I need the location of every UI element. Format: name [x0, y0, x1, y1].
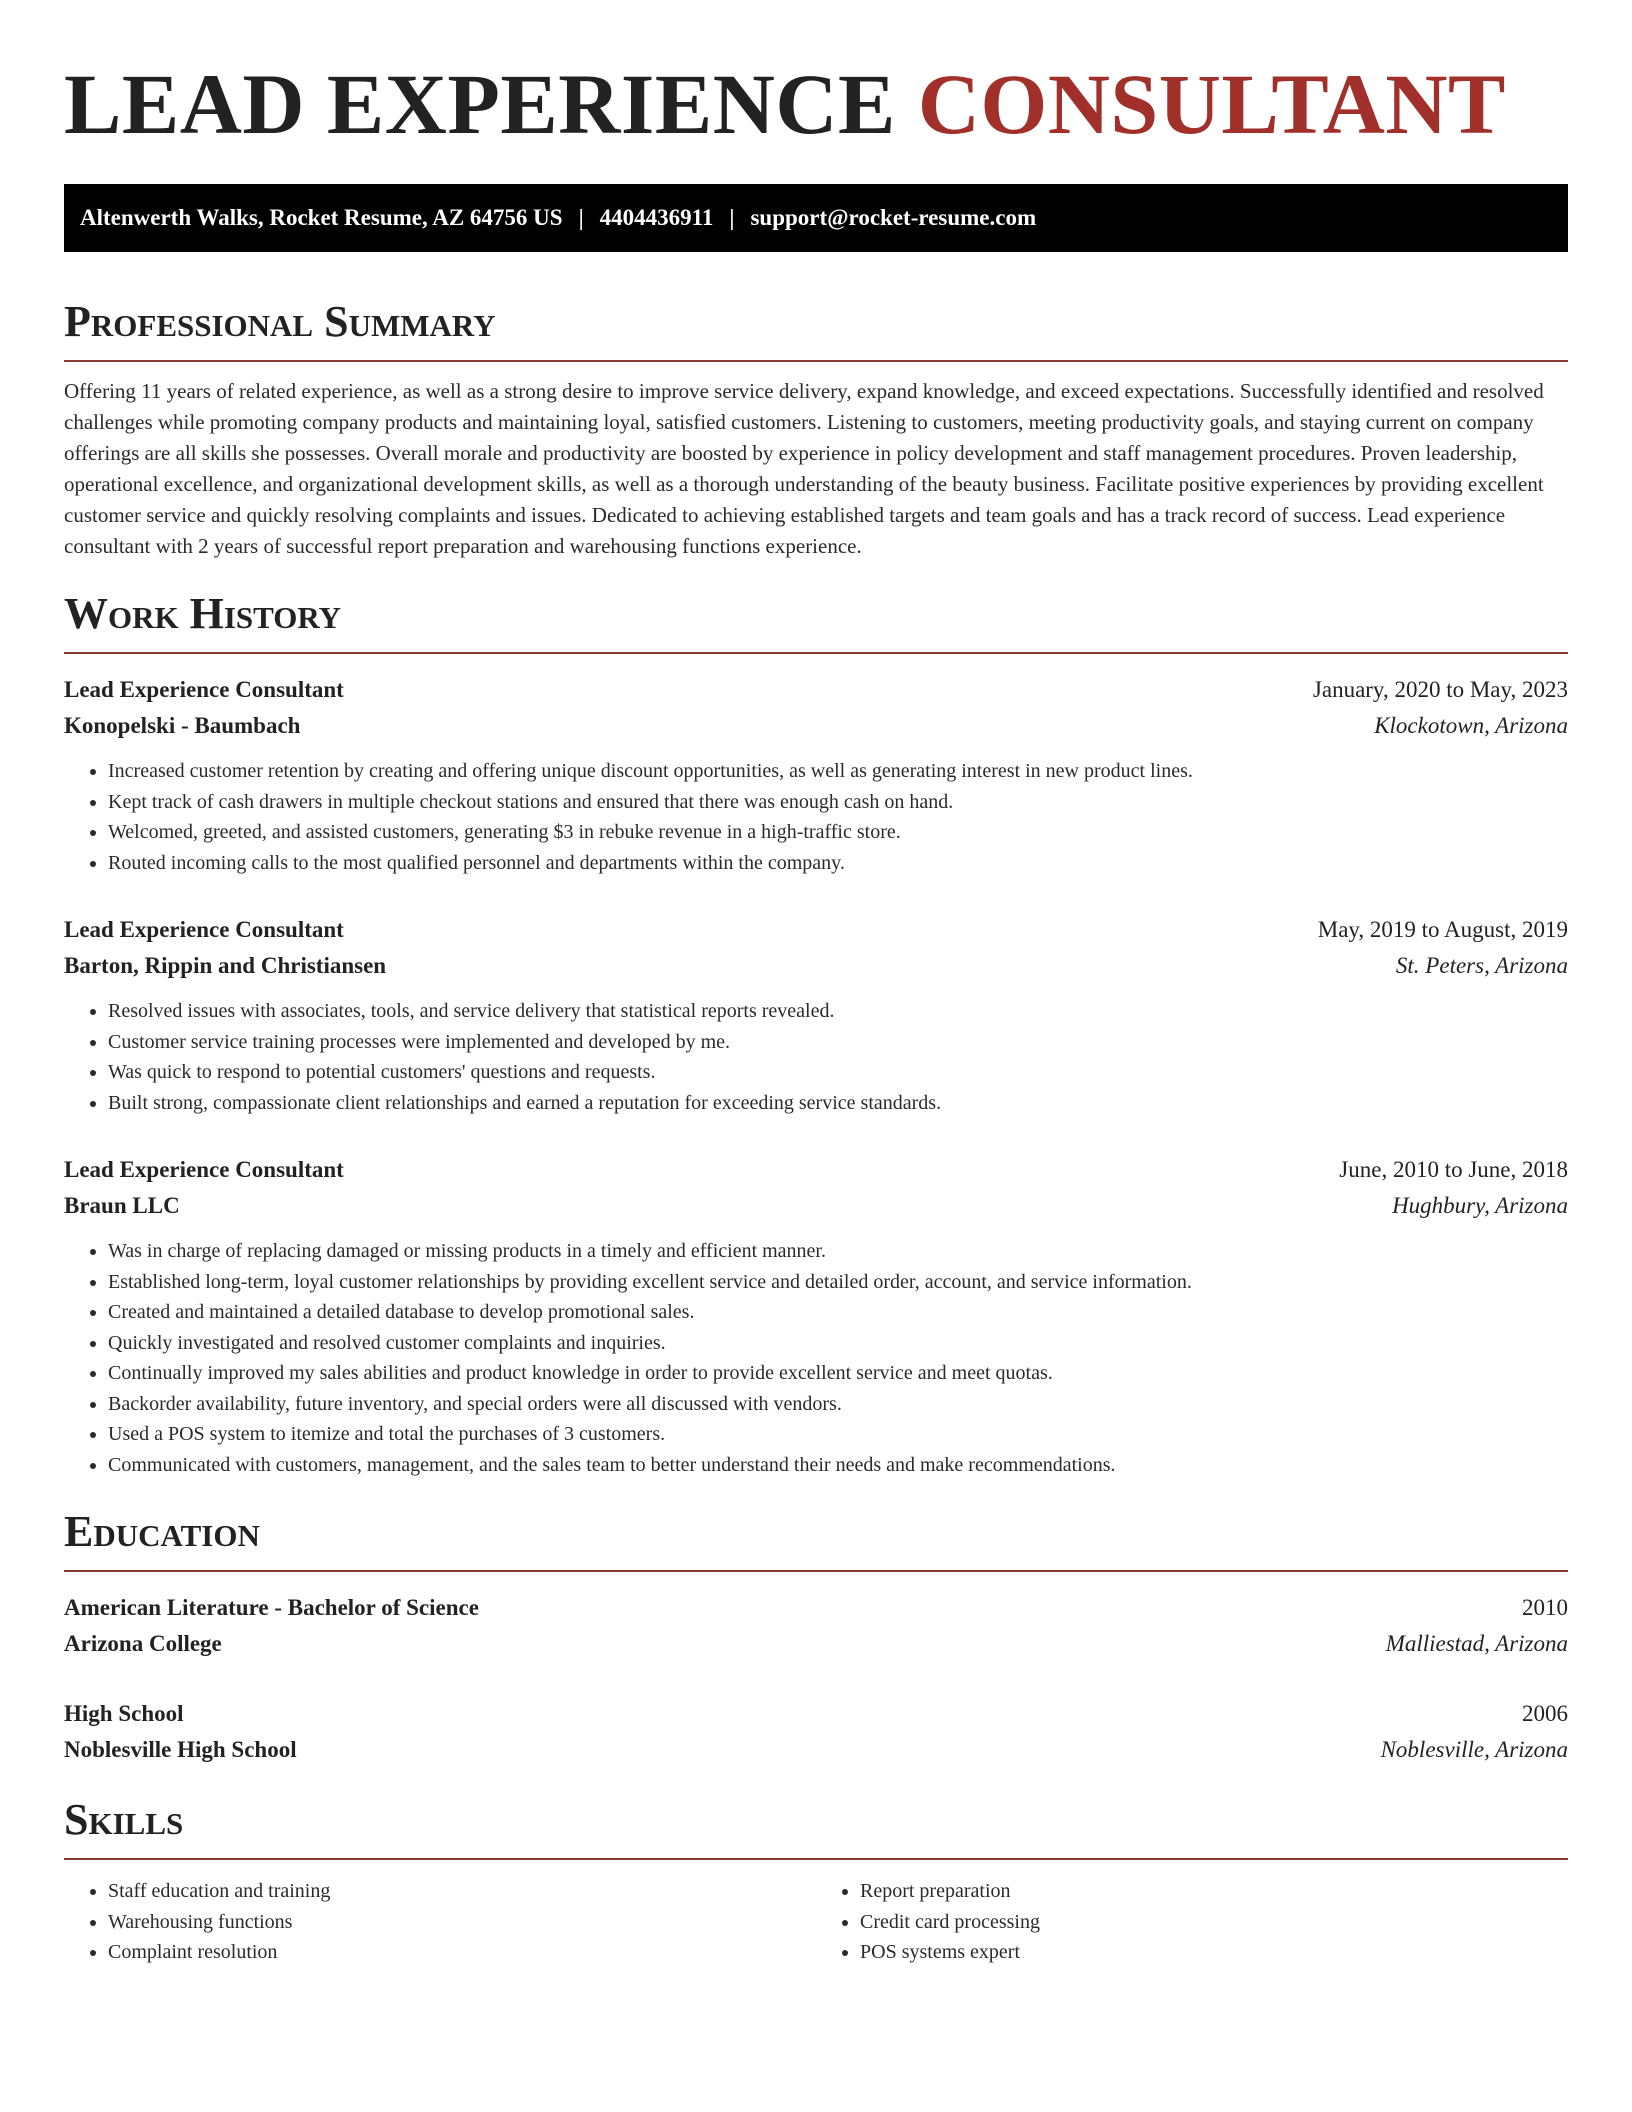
contact-email[interactable]: support@rocket-resume.com — [750, 205, 1037, 230]
education-degree: American Literature - Bachelor of Science — [64, 1595, 479, 1620]
education-year: 2006 — [1522, 1701, 1568, 1726]
education-entry — [64, 1696, 1568, 1768]
section-heading-education: Education — [64, 1506, 1568, 1572]
skill-item: • Report preparation — [860, 1876, 1568, 1907]
job-location: St. Peters, Arizona — [1395, 953, 1568, 978]
contact-bar — [64, 184, 1568, 252]
skills-list-right — [816, 1876, 1568, 1968]
summary-text: Offering 11 years of related experience, as well as a strong desire to improve service delivery, expand knowledge, and exceed expectations. Successfully identified and resolved challenges while promoting company products and maintaining loyal, satisfied customers. Listening to customers, meeting productivity goals, and staying current on company offerings are all skills she possesses. Overall morale and productivity are boosted by experience in policy development and staff management procedures. Proven leadership, operational excellence, and organizational development skills, as well as a thorough understanding of the beauty business. Facilitate positive experiences by providing excellent customer service and quickly resolving complaints and issues. Dedicated to achieving established targets and team goals and has a track record of success. Lead experience consultant with 2 years of successful report preparation and warehousing functions experience. — [64, 379, 1544, 558]
job-duty-item: • Created and maintained a detailed database to develop promotional sales. — [108, 1297, 1568, 1328]
skills-section — [64, 1794, 1568, 1968]
skills-list-left — [64, 1876, 816, 1968]
education-school: Arizona College — [64, 1631, 222, 1656]
job-duty-item: • Quickly investigated and resolved customer complaints and inquiries. — [108, 1328, 1568, 1359]
job-duty-item: • Routed incoming calls to the most qualified personnel and departments within the company. — [108, 848, 1568, 879]
skill-item: • POS systems expert — [860, 1937, 1568, 1968]
contact-separator: | — [578, 205, 584, 230]
job-duty-item: • Continually improved my sales abilities and product knowledge in order to provide excellent service and meet quotas. — [108, 1358, 1568, 1389]
job-duty-item: • Backorder availability, future inventory, and special orders were all discussed with vendors. — [108, 1389, 1568, 1420]
resume-title — [64, 56, 1568, 152]
job-duty-item: • Built strong, compassionate client relationships and earned a reputation for exceeding service standards. — [108, 1088, 1568, 1119]
section-heading-summary: Professional Summary — [64, 296, 1568, 362]
job-entry — [64, 672, 1568, 878]
job-duty-item: • Communicated with customers, management, and the sales team to better understand their needs and make recommendations. — [108, 1450, 1568, 1481]
skill-item: • Complaint resolution — [108, 1937, 816, 1968]
education-year: 2010 — [1522, 1595, 1568, 1620]
work-history-section — [64, 588, 1568, 1480]
title-primary: LEAD EXPERIENCE — [64, 56, 896, 152]
job-duties — [64, 1236, 1568, 1480]
education-entry — [64, 1590, 1568, 1662]
job-duties — [64, 756, 1568, 878]
title-accent: CONSULTANT — [917, 56, 1506, 152]
skill-item: • Warehousing functions — [108, 1907, 816, 1938]
contact-separator: | — [729, 205, 735, 230]
education-school: Noblesville High School — [64, 1737, 297, 1762]
job-entry — [64, 1152, 1568, 1480]
job-title: Lead Experience Consultant — [64, 917, 344, 942]
job-location: Hughbury, Arizona — [1392, 1193, 1568, 1218]
job-duty-item: • Customer service training processes were implemented and developed by me. — [108, 1027, 1568, 1058]
job-duty-item: • Established long-term, loyal customer relationships by providing excellent service and detailed order, account, and service information. — [108, 1267, 1568, 1298]
job-company: Braun LLC — [64, 1193, 180, 1218]
job-title: Lead Experience Consultant — [64, 1157, 344, 1182]
summary-section — [64, 296, 1568, 562]
job-duty-item: • Welcomed, greeted, and assisted customers, generating $3 in rebuke revenue in a high-traffic store. — [108, 817, 1568, 848]
skill-item: • Credit card processing — [860, 1907, 1568, 1938]
job-company: Barton, Rippin and Christiansen — [64, 953, 387, 978]
job-dates: May, 2019 to August, 2019 — [1317, 917, 1568, 942]
contact-phone: 4404436911 — [599, 205, 714, 230]
job-duty-item: • Resolved issues with associates, tools, and service delivery that statistical reports revealed. — [108, 996, 1568, 1027]
education-section — [64, 1506, 1568, 1768]
job-location: Klockotown, Arizona — [1374, 713, 1568, 738]
education-location: Malliestad, Arizona — [1385, 1631, 1568, 1656]
job-dates: January, 2020 to May, 2023 — [1312, 677, 1568, 702]
job-duty-item: • Was in charge of replacing damaged or missing products in a timely and efficient manner. — [108, 1236, 1568, 1267]
section-heading-work-history: Work History — [64, 588, 1568, 654]
job-duty-item: • Was quick to respond to potential customers' questions and requests. — [108, 1057, 1568, 1088]
job-title: Lead Experience Consultant — [64, 677, 344, 702]
job-dates: June, 2010 to June, 2018 — [1339, 1157, 1568, 1182]
education-degree: High School — [64, 1701, 184, 1726]
section-heading-skills: Skills — [64, 1794, 1568, 1860]
job-duties — [64, 996, 1568, 1118]
job-duty-item: • Kept track of cash drawers in multiple checkout stations and ensured that there was enough cash on hand. — [108, 787, 1568, 818]
skill-item: • Staff education and training — [108, 1876, 816, 1907]
job-duty-item: • Used a POS system to itemize and total the purchases of 3 customers. — [108, 1419, 1568, 1450]
education-location: Noblesville, Arizona — [1380, 1737, 1568, 1762]
job-company: Konopelski - Baumbach — [64, 713, 301, 738]
skills-columns — [64, 1876, 1568, 1968]
contact-address: Altenwerth Walks, Rocket Resume, AZ 64756 US — [80, 205, 563, 230]
job-entry — [64, 912, 1568, 1118]
job-duty-item: • Increased customer retention by creating and offering unique discount opportunities, as well as generating interest in new product lines. — [108, 756, 1568, 787]
